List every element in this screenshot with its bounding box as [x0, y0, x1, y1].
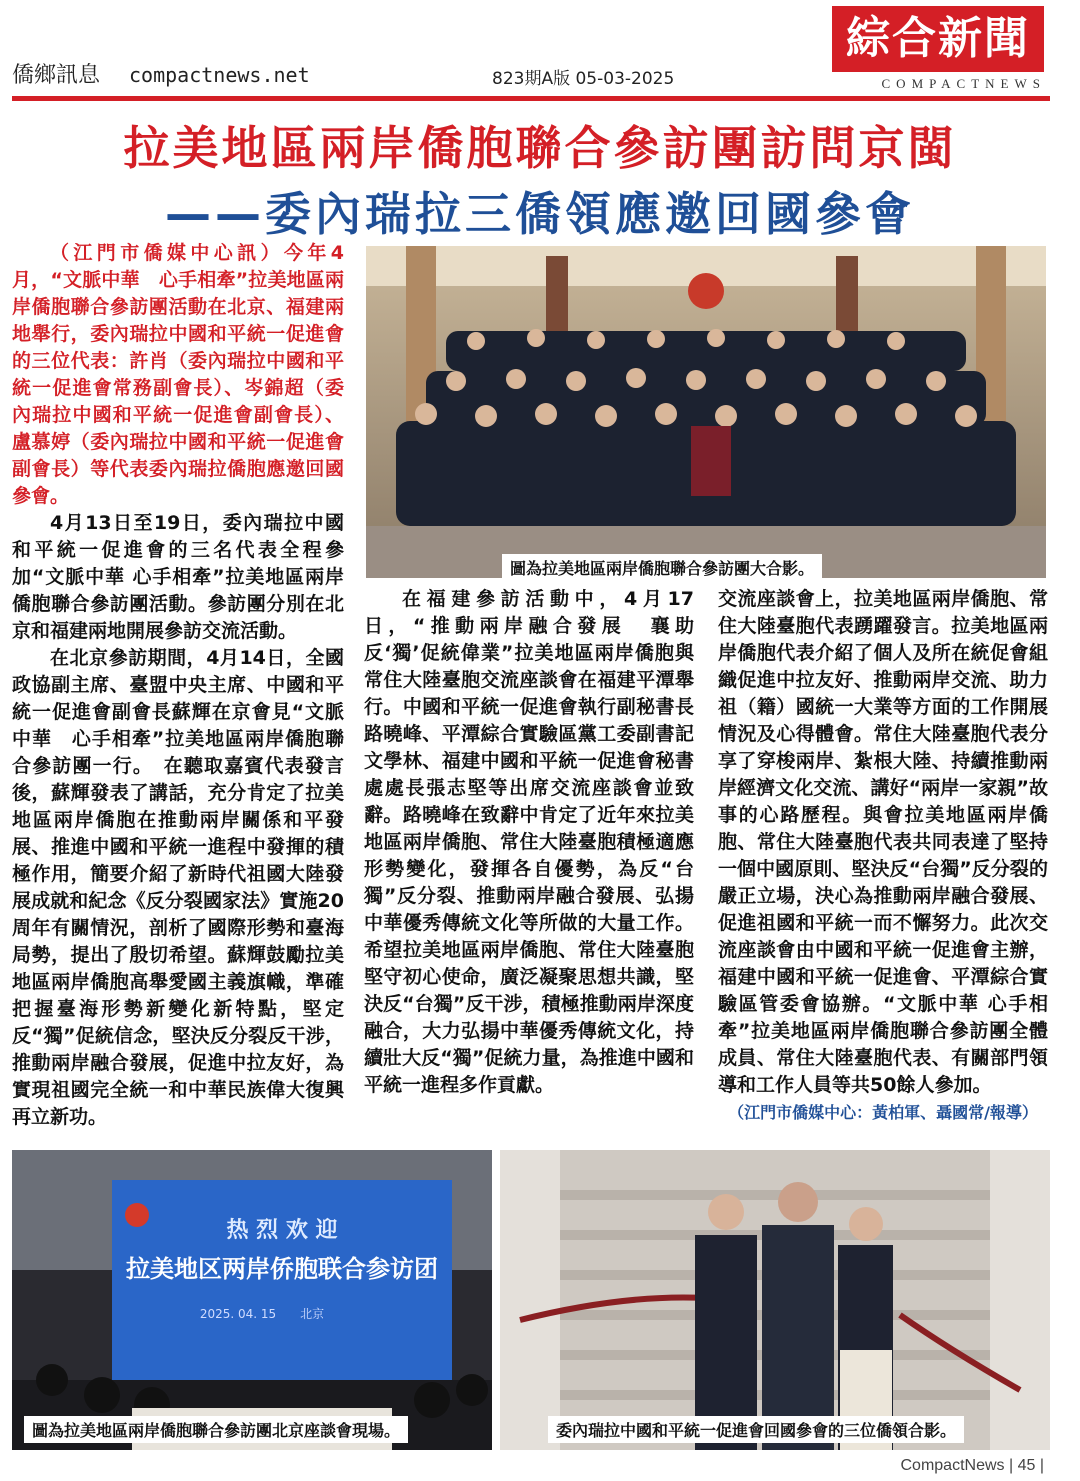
group-photo-image [366, 246, 1046, 578]
leaders-photo-caption: 委內瑞拉中國和平統一促進會回國參會的三位僑領合影。 [548, 1416, 964, 1443]
forum-photo-image [12, 1150, 492, 1450]
article-paragraph: 在北京參訪期間，4月14日，全國政協副主席、臺盟中央主席、中國和平統一促進會副會長蘇輝在京會見“文脈中華 心手相牽”拉美地區兩岸僑胞聯合參訪團一行。 在聽取嘉賓代表發言後，蘇輝發表了講話，充分肯定了拉美地區兩岸僑胞在推動兩岸關係和平發展、推進中國和平統一進程中發揮的積極作用，簡要介紹了新時代祖國大陸發展成就和紀念《反分裂國家法》實施20周年有關情況，剖析了國際形勢和臺海局勢，提出了殷切希望。蘇輝鼓勵拉美地區兩岸僑胞高舉愛國主義旗幟，準確把握臺海形勢新變化新特點，堅定反“獨”促統信念，堅決反分裂反干涉，推動兩岸融合發展，促進中拉友好，為實現祖國完全統一和中華民族偉大復興再立新功。 [12, 647, 344, 1128]
page-title: 拉美地區兩岸僑胞聯合參訪團訪問京閩 [123, 121, 957, 175]
forum-screen-line3: 2025. 04. 15 北京 [199, 1307, 325, 1321]
article-paragraph: 4月13日至19日，委內瑞拉中國和平統一促進會的三名代表全程參加“文脈中華 心手相牽”拉美地區兩岸僑胞聯合參訪團活動。參訪團分別在北京和福建兩地開展參訪交流活動。 [12, 512, 344, 642]
article-paragraph: 交流座談會上，拉美地區兩岸僑胞、常住大陸臺胞代表踴躍發言。拉美地區兩岸僑胞代表介紹了個人及所在統促會組織促進中拉友好、推動兩岸交流、助力祖（籍）國統一大業等方面的工作開展情況及心得體會。常住大陸臺胞代表分享了穿梭兩岸、紮根大陸、持續推動兩岸經濟文化交流、講好“兩岸一家親”故事的心路歷程。與會拉美地區兩岸僑胞、常住大陸臺胞代表共同表達了堅持一個中國原則、堅決反“台獨”反分裂的嚴正立場，決心為推動兩岸融合發展、促進祖國和平統一而不懈努力。此次交流座談會由中國和平統一促進會主辦，福建中國和平統一促進會、平潭綜合實驗區管委會協辦。“文脈中華 心手相牽”拉美地區兩岸僑胞聯合參訪團全體成員、常住大陸臺胞代表、有關部門領導和工作人員等共50餘人參加。 [718, 588, 1048, 1096]
brand-logo: 綜合新聞 [832, 6, 1044, 72]
article-column-1 [12, 240, 344, 1131]
group-photo [366, 246, 1046, 578]
brand-subtitle: COMPACTNEWS [881, 76, 1046, 91]
section-label: 僑鄉訊息 [12, 63, 101, 88]
issue-info: 823期A版 05-03-2025 [492, 69, 675, 89]
article-column-2 [364, 586, 694, 1099]
page-subtitle: ——委內瑞拉三僑領應邀回國參會 [165, 187, 915, 241]
leaders-photo-image [500, 1150, 1050, 1450]
forum-photo-caption: 圖為拉美地區兩岸僑胞聯合參訪團北京座談會現場。 [24, 1416, 408, 1443]
footer-label: CompactNews [900, 1457, 1005, 1474]
header-section [12, 58, 310, 89]
forum-screen-line1: 热 烈 欢 迎 [226, 1218, 338, 1243]
article-lead: （江門市僑媒中心訊）今年4月，“文脈中華 心手相牽”拉美地區兩岸僑胞聯合參訪團活動在北京、福建兩地舉行，委內瑞拉中國和平統一促進會的三位代表：許肖（委內瑞拉中國和平統一促進會常務副會長）、岑錦超（委內瑞拉中國和平統一促進會副會長）、盧慕婷（委內瑞拉中國和平統一促進會副會長）等代表委內瑞拉僑胞應邀回國參會。 [12, 242, 344, 507]
forum-screen-line2: 拉美地区两岸侨胞联合参访团 [126, 1255, 438, 1283]
leaders-photo [500, 1150, 1050, 1450]
site-url[interactable]: compactnews.net [129, 63, 310, 87]
article-column-3 [718, 586, 1048, 1126]
page-footer: CompactNews | 45 | [900, 1457, 1044, 1474]
header-divider [12, 96, 1050, 101]
page-number: 45 [1017, 1457, 1036, 1474]
article-credit: （江門市僑媒中心：黃柏軍、聶國常/報導） [728, 1103, 1038, 1122]
article-paragraph: 在福建參訪活動中，4月17日，“推動兩岸融合發展 襄助反‘獨’促統偉業”拉美地區兩岸僑胞與常住大陸臺胞交流座談會在福建平潭舉行。中國和平統一促進會執行副秘書長路曉峰、平潭綜合實驗區黨工委副書記文學林、福建中國和平統一促進會秘書處處長張志堅等出席交流座談會並致辭。路曉峰在致辭中肯定了近年來拉美地區兩岸僑胞、常住大陸臺胞積極適應形勢變化，發揮各自優勢，為反“台獨”反分裂、推動兩岸融合發展、弘揚中華優秀傳統文化等所做的大量工作。希望拉美地區兩岸僑胞、常住大陸臺胞堅守初心使命，廣泛凝聚思想共識，堅決反“台獨”反干涉，積極推動兩岸深度融合，大力弘揚中華優秀傳統文化，持續壯大反“獨”促統力量，為推進中國和平統一進程多作貢獻。 [364, 588, 694, 1096]
group-photo-caption: 圖為拉美地區兩岸僑胞聯合參訪團大合影。 [502, 554, 822, 581]
forum-photo [12, 1150, 492, 1450]
